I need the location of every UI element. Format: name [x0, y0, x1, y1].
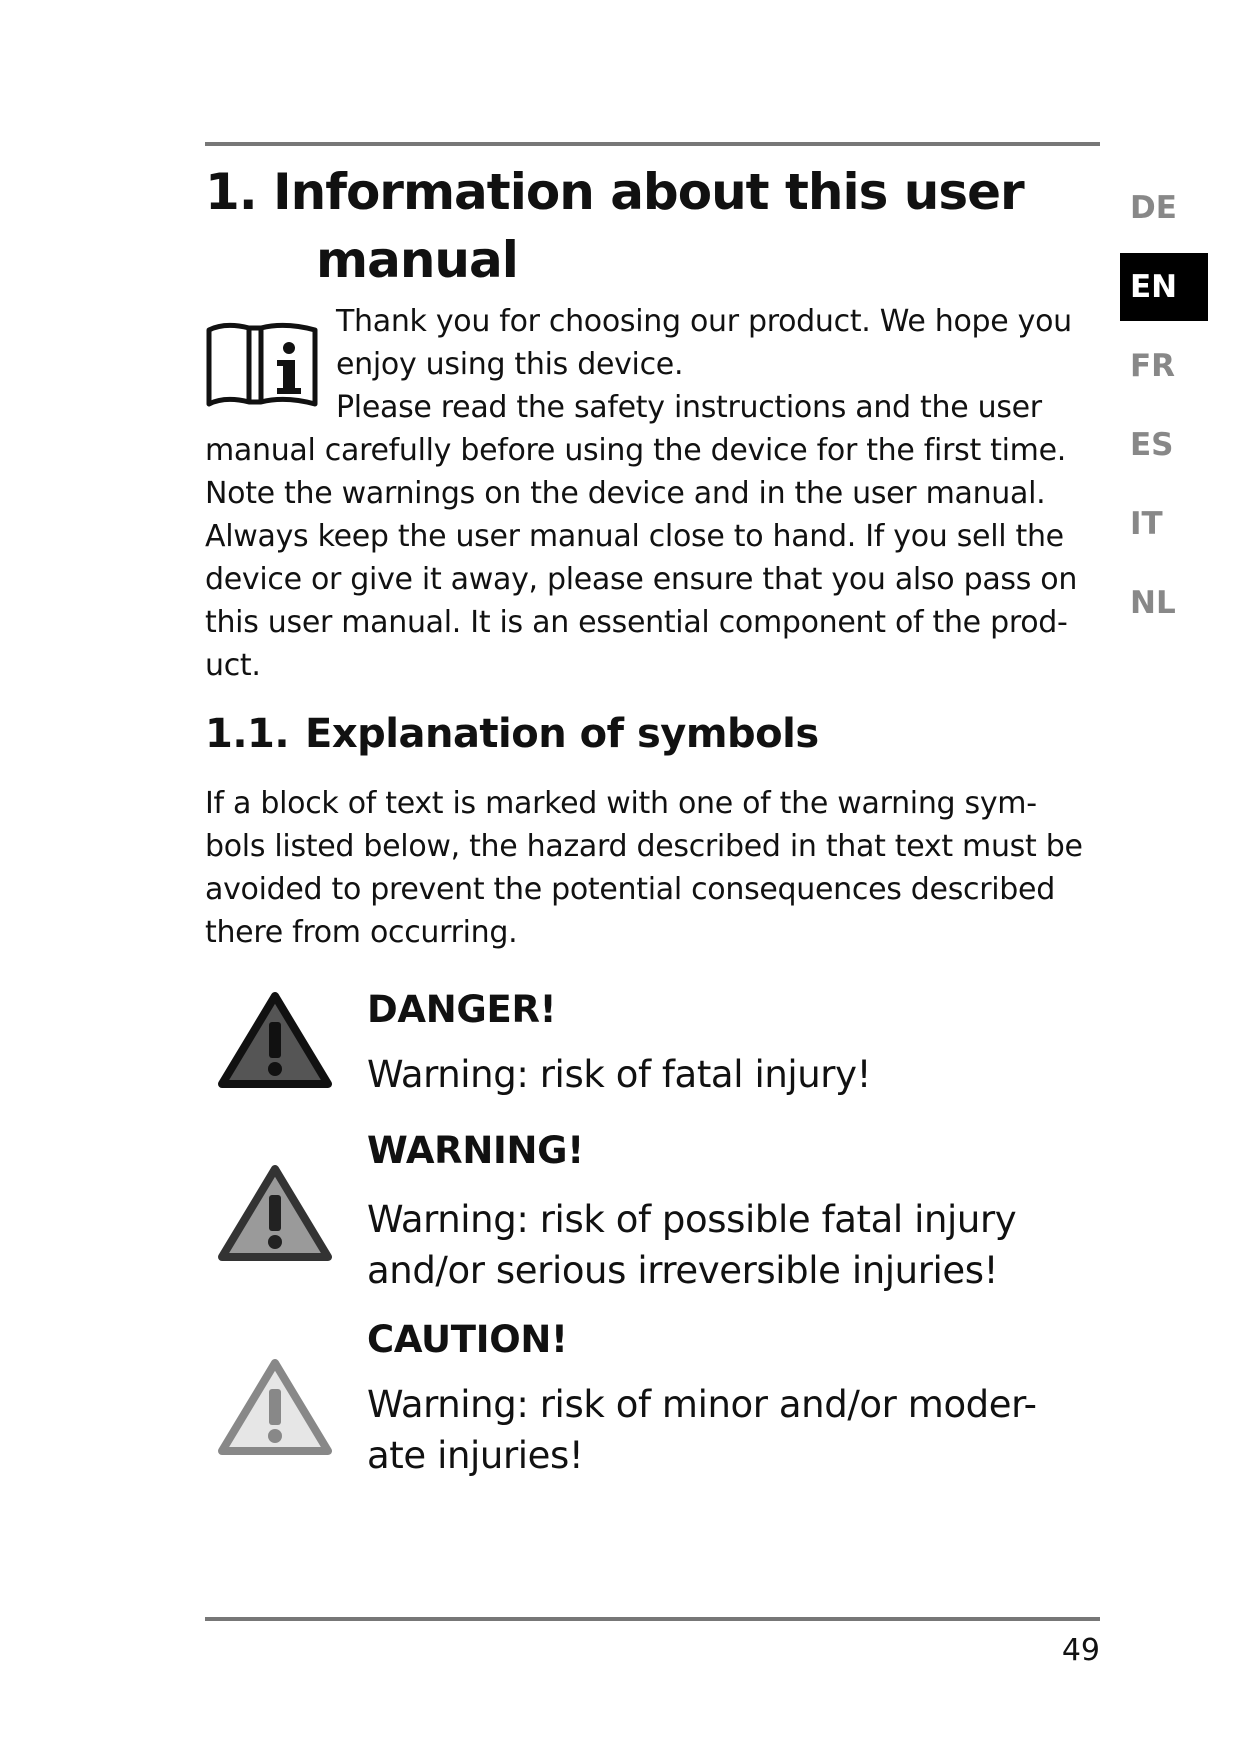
danger-title: DANGER! — [367, 988, 557, 1031]
symbols-intro-text: If a block of text is marked with one of the warning sym- bols listed below, the hazard described in that text must be avoided to prevent the potential consequences described there from occurring. — [205, 786, 1083, 950]
lang-tab-de[interactable]: DE — [1130, 190, 1177, 226]
lang-tab-es[interactable]: ES — [1130, 427, 1174, 463]
lang-tab-en[interactable]: EN — [1120, 253, 1208, 321]
page-number: 49 — [1061, 1633, 1100, 1668]
danger-description: Warning: risk of fatal injury! — [367, 1053, 872, 1096]
subsection-title: Explanation of symbols — [305, 711, 819, 757]
intro-text: Please read the safety instructions and the user manual carefully before using the device for the first time. Note the warnings on the device and in the user manual. Always keep the user manual close to hand. If you sell the device or give it away, please ensure that you also pass on this user manual. It is an essential component of the prod- uct. — [205, 390, 1078, 683]
danger-triangle-icon — [218, 990, 333, 1090]
bottom-rule — [205, 1617, 1100, 1621]
section-title-line2: manual — [316, 231, 518, 289]
top-rule — [205, 142, 1100, 146]
language-tabs — [1120, 174, 1208, 648]
intro-text-beside-icon: Thank you for choosing our product. We hope you enjoy using this device. — [336, 304, 1072, 382]
subsection-number: 1.1. — [205, 711, 290, 757]
lang-tab-fr[interactable]: FR — [1130, 348, 1176, 384]
caution-title: CAUTION! — [367, 1318, 568, 1361]
caution-description: Warning: risk of minor and/or moder- ate injuries! — [367, 1383, 1037, 1477]
section-heading — [205, 158, 1105, 294]
subsection-heading — [205, 711, 819, 757]
warning-description: Warning: risk of possible fatal injury and/or serious irreversible injuries! — [367, 1198, 1017, 1292]
warning-title: WARNING! — [367, 1129, 584, 1172]
caution-triangle-icon — [218, 1357, 333, 1457]
lang-tab-nl[interactable]: NL — [1130, 585, 1176, 621]
section-title-line1: Information about this user — [273, 163, 1024, 221]
section-number: 1. — [205, 163, 257, 221]
lang-tab-it[interactable]: IT — [1130, 506, 1163, 542]
warning-triangle-icon — [218, 1163, 333, 1263]
